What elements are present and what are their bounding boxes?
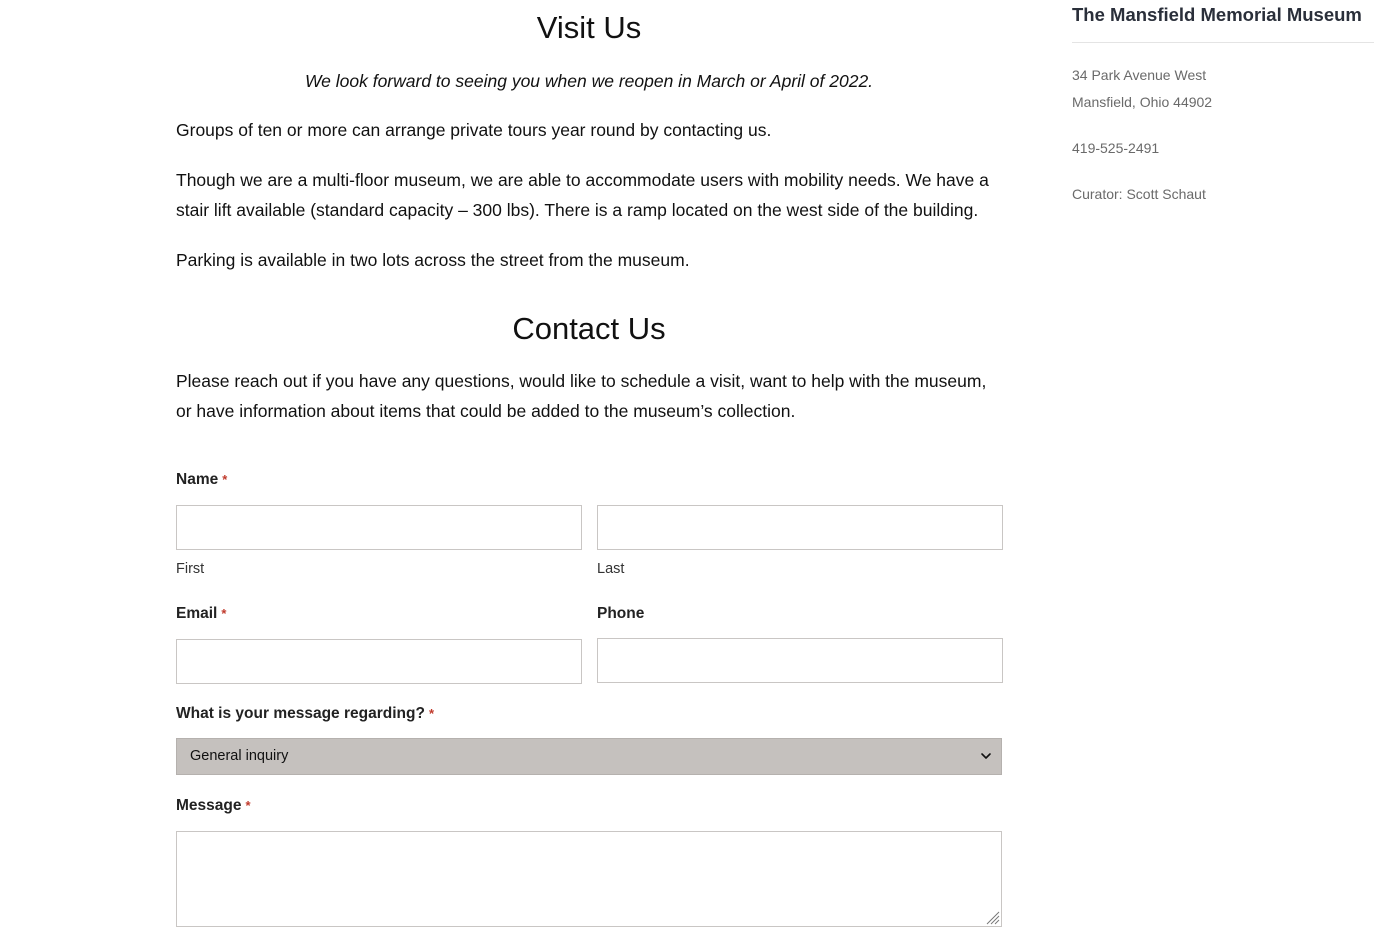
required-marker: * <box>428 706 434 721</box>
resize-grip-icon[interactable] <box>984 909 1000 925</box>
address-line-2: Mansfield, Ohio 44902 <box>1072 94 1213 110</box>
group-tours-text: Groups of ten or more can arrange private tours year round by contacting us. <box>176 120 772 140</box>
first-name-sublabel: First <box>176 561 205 577</box>
address-line-1: 34 Park Avenue West <box>1072 67 1207 83</box>
contact-us-heading: Contact Us <box>512 311 666 346</box>
museum-name: The Mansfield Memorial Museum <box>1072 4 1362 25</box>
last-name-input[interactable] <box>597 505 1003 550</box>
message-textarea[interactable] <box>176 831 1002 927</box>
email-label <box>176 604 226 624</box>
message-label-text: Message <box>176 797 242 814</box>
required-marker: * <box>221 606 227 621</box>
name-label <box>176 470 227 490</box>
required-marker: * <box>245 798 251 813</box>
chevron-down-icon <box>977 747 995 765</box>
phone-label: Phone <box>597 605 645 622</box>
regarding-selected-value: General inquiry <box>190 748 289 764</box>
visit-us-heading: Visit Us <box>536 10 642 45</box>
regarding-select[interactable] <box>176 738 1002 775</box>
phone-number: 419-525-2491 <box>1072 140 1160 156</box>
reopen-notice: We look forward to seeing you when we reopen in March or April of 2022. <box>304 71 874 91</box>
email-label-text: Email <box>176 605 218 622</box>
divider <box>1072 42 1374 43</box>
regarding-label-text: What is your message regarding? <box>176 705 425 722</box>
parking-text: Parking is available in two lots across the street from the museum. <box>176 250 690 270</box>
curator-name: Curator: Scott Schaut <box>1072 186 1206 202</box>
contact-intro-text: Please reach out if you have any questions, would like to schedule a visit, want to help with the museum, or have information about items that could be added to the museum’s collection. <box>176 371 987 421</box>
email-field[interactable] <box>176 639 582 684</box>
accessibility-text: Though we are a multi-floor museum, we are able to accommodate users with mobility needs. We have a stair lift available (standard capacity – 300 lbs). There is a ramp located on the west side of the building. <box>176 170 989 220</box>
required-marker: * <box>222 472 228 487</box>
name-label-text: Name <box>176 471 219 488</box>
last-name-sublabel: Last <box>597 561 625 577</box>
message-label <box>176 796 251 816</box>
phone-field[interactable] <box>597 638 1003 683</box>
first-name-input[interactable] <box>176 505 582 550</box>
regarding-label <box>176 704 434 724</box>
